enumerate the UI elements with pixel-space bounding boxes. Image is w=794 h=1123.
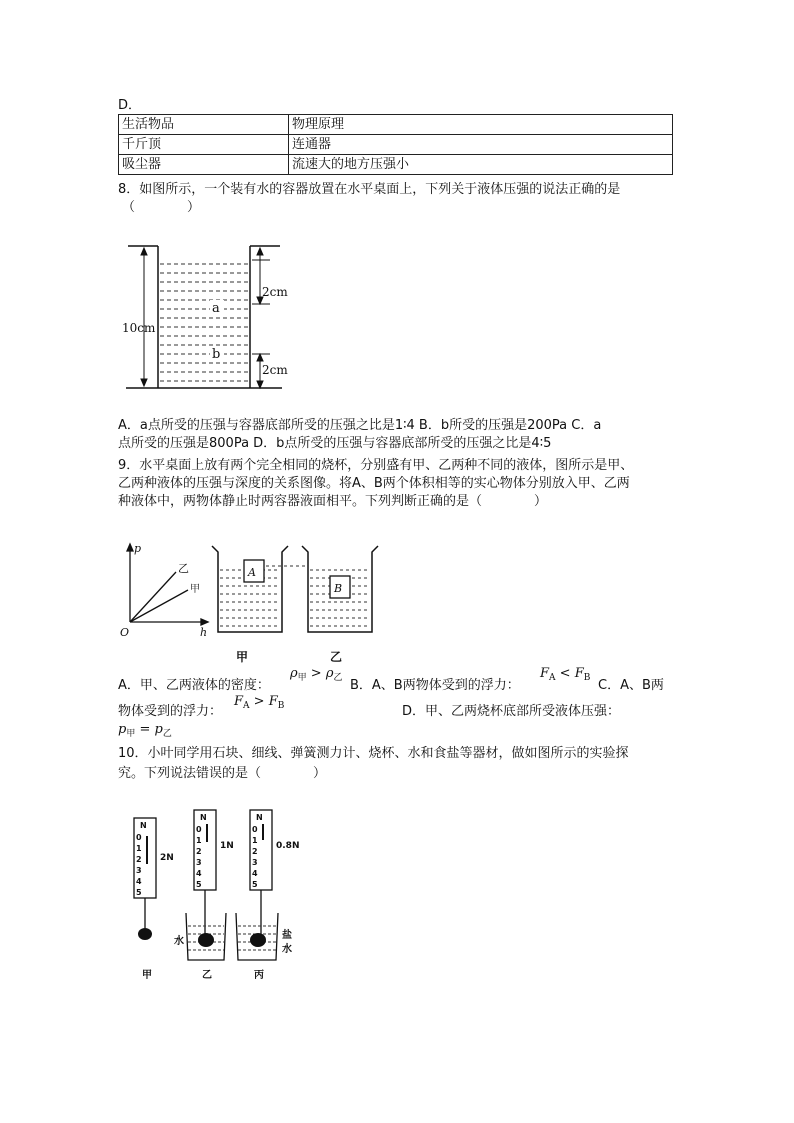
q8-stem-line1: 8．如图所示，一个装有水的容器放置在水平桌面上，下列关于液体压强的说法正确的是 — [118, 182, 621, 197]
math-op: < — [555, 666, 575, 681]
q7-option-d-label: D． — [118, 98, 142, 113]
q8-container-figure — [120, 242, 300, 392]
q9-stem-line3: 种液体中，两物体静止时两容器液面相平。下列判断正确的是（ ） — [118, 494, 548, 509]
scale-unit: N — [200, 813, 207, 822]
q9-option-c-cont: 物体受到的浮力： — [118, 704, 223, 719]
math-base: F — [234, 694, 244, 709]
scale-tick: 1 — [252, 836, 258, 845]
scale-tick: 0 — [136, 833, 142, 842]
math-sub: 乙 — [162, 729, 172, 739]
math-op: > — [249, 694, 269, 709]
math-base: ρ — [325, 666, 334, 681]
scale-tick: 4 — [136, 877, 142, 886]
label-height: 10cm — [122, 321, 156, 335]
principle-table — [118, 114, 673, 175]
math-sub: A — [549, 673, 556, 683]
math-op: = — [135, 722, 155, 737]
stone-bing — [250, 933, 266, 947]
table-header-row — [119, 115, 673, 135]
math-sub: B — [277, 701, 285, 711]
line-jia-label: 甲 — [190, 584, 200, 595]
q9-option-d-formula — [118, 722, 172, 739]
stone-yi — [198, 933, 214, 947]
stone-jia — [138, 928, 152, 940]
q10-spring-scale-figure — [126, 808, 326, 983]
math-op: > — [306, 666, 326, 681]
q9-option-c: C．A、B两 — [598, 678, 664, 693]
scale-tick: 4 — [252, 869, 258, 878]
liquid-salt-label-1: 盐 — [282, 930, 292, 941]
caption-bing: 丙 — [254, 970, 264, 981]
q8-options-line2: 点所受的压强是800Pa D．b点所受的压强与容器底部所受的压强之比是4∶5 — [118, 436, 552, 451]
q9-stem-line1: 9．水平桌面上放有两个完全相同的烧杯，分别盛有甲、乙两种不同的液体，图所示是甲、 — [118, 458, 634, 473]
scale-tick: 1 — [196, 836, 202, 845]
table-header-cell: 生活物品 — [119, 115, 289, 135]
table-cell: 流速大的地方压强小 — [289, 155, 673, 175]
q9-option-c-formula — [234, 694, 284, 711]
table-row — [119, 155, 673, 175]
scale-tick: 3 — [252, 858, 258, 867]
block-a-label: A — [248, 566, 256, 579]
scale-tick: 2 — [136, 855, 142, 864]
math-base: p — [118, 722, 127, 737]
scale-unit: N — [256, 813, 263, 822]
scale-tick: 3 — [136, 866, 142, 875]
axis-p-label: p — [134, 542, 142, 555]
math-base: F — [540, 666, 550, 681]
axis-h-label: h — [200, 626, 208, 639]
math-sub: 乙 — [333, 673, 343, 683]
label-top-depth: 2cm — [262, 285, 288, 299]
math-base: ρ — [290, 666, 298, 681]
scale-unit: N — [140, 821, 147, 830]
math-sub: B — [583, 673, 591, 683]
scale-tick: 3 — [196, 858, 202, 867]
reading-yi: 1N — [220, 841, 234, 851]
liquid-water-label: 水 — [174, 936, 184, 947]
caption-jia: 甲 — [142, 970, 152, 981]
liquid-salt-label-2: 水 — [282, 944, 292, 955]
caption-yi: 乙 — [202, 970, 212, 981]
q9-option-b: B．A、B两物体受到的浮力： — [350, 678, 520, 693]
line-yi-label: 乙 — [178, 562, 189, 575]
label-bottom-height: 2cm — [262, 363, 288, 377]
scale-tick: 1 — [136, 844, 142, 853]
math-base: p — [154, 722, 163, 737]
math-base: F — [268, 694, 278, 709]
reading-bing: 0.8N — [276, 841, 300, 851]
math-sub: A — [243, 701, 250, 711]
q10-stem-line2: 究。下列说法错误的是（ ） — [118, 766, 327, 781]
table-cell: 连通器 — [289, 135, 673, 155]
q10-stem-line1: 10．小叶同学用石块、细线、弹簧测力计、烧杯、水和食盐等器材，做如图所示的实验探 — [118, 746, 629, 761]
table-cell: 吸尘器 — [119, 155, 289, 175]
q9-pressure-depth-figure — [118, 540, 380, 640]
scale-tick: 5 — [136, 888, 142, 897]
q9-option-b-formula — [540, 666, 590, 683]
table-row — [119, 135, 673, 155]
q8-options-line1: A．a点所受的压强与容器底部所受的压强之比是1∶4 B．b所受的压强是200Pa C．a — [118, 418, 602, 433]
table-cell: 千斤顶 — [119, 135, 289, 155]
q9-stem-line2: 乙两种液体的压强与深度的关系图像。将A、B两个体积相等的实心物体分别放入甲、乙两 — [118, 476, 630, 491]
scale-tick: 5 — [196, 880, 202, 889]
beaker-yi-label: 乙 — [330, 650, 343, 664]
math-base: F — [574, 666, 584, 681]
scale-tick: 5 — [252, 880, 258, 889]
reading-jia: 2N — [160, 853, 174, 863]
q8-stem-line2: （ ） — [122, 200, 201, 215]
math-sub: 甲 — [126, 729, 136, 739]
point-b-label: b — [212, 347, 221, 362]
table-header-cell: 物理原理 — [289, 115, 673, 135]
scale-tick: 0 — [196, 825, 202, 834]
math-sub: 甲 — [297, 673, 307, 683]
q9-option-a-formula — [290, 666, 343, 683]
point-a-label: a — [212, 301, 220, 316]
scale-tick: 2 — [196, 847, 202, 856]
q9-option-d: D．甲、乙两烧杯底部所受液体压强： — [402, 704, 621, 719]
beaker-jia-label: 甲 — [236, 650, 249, 664]
scale-tick: 2 — [252, 847, 258, 856]
scale-tick: 0 — [252, 825, 258, 834]
scale-tick: 4 — [196, 869, 202, 878]
block-b-label: B — [334, 582, 343, 595]
q9-option-a: A．甲、乙两液体的密度： — [118, 678, 270, 693]
origin-label: O — [120, 626, 130, 639]
